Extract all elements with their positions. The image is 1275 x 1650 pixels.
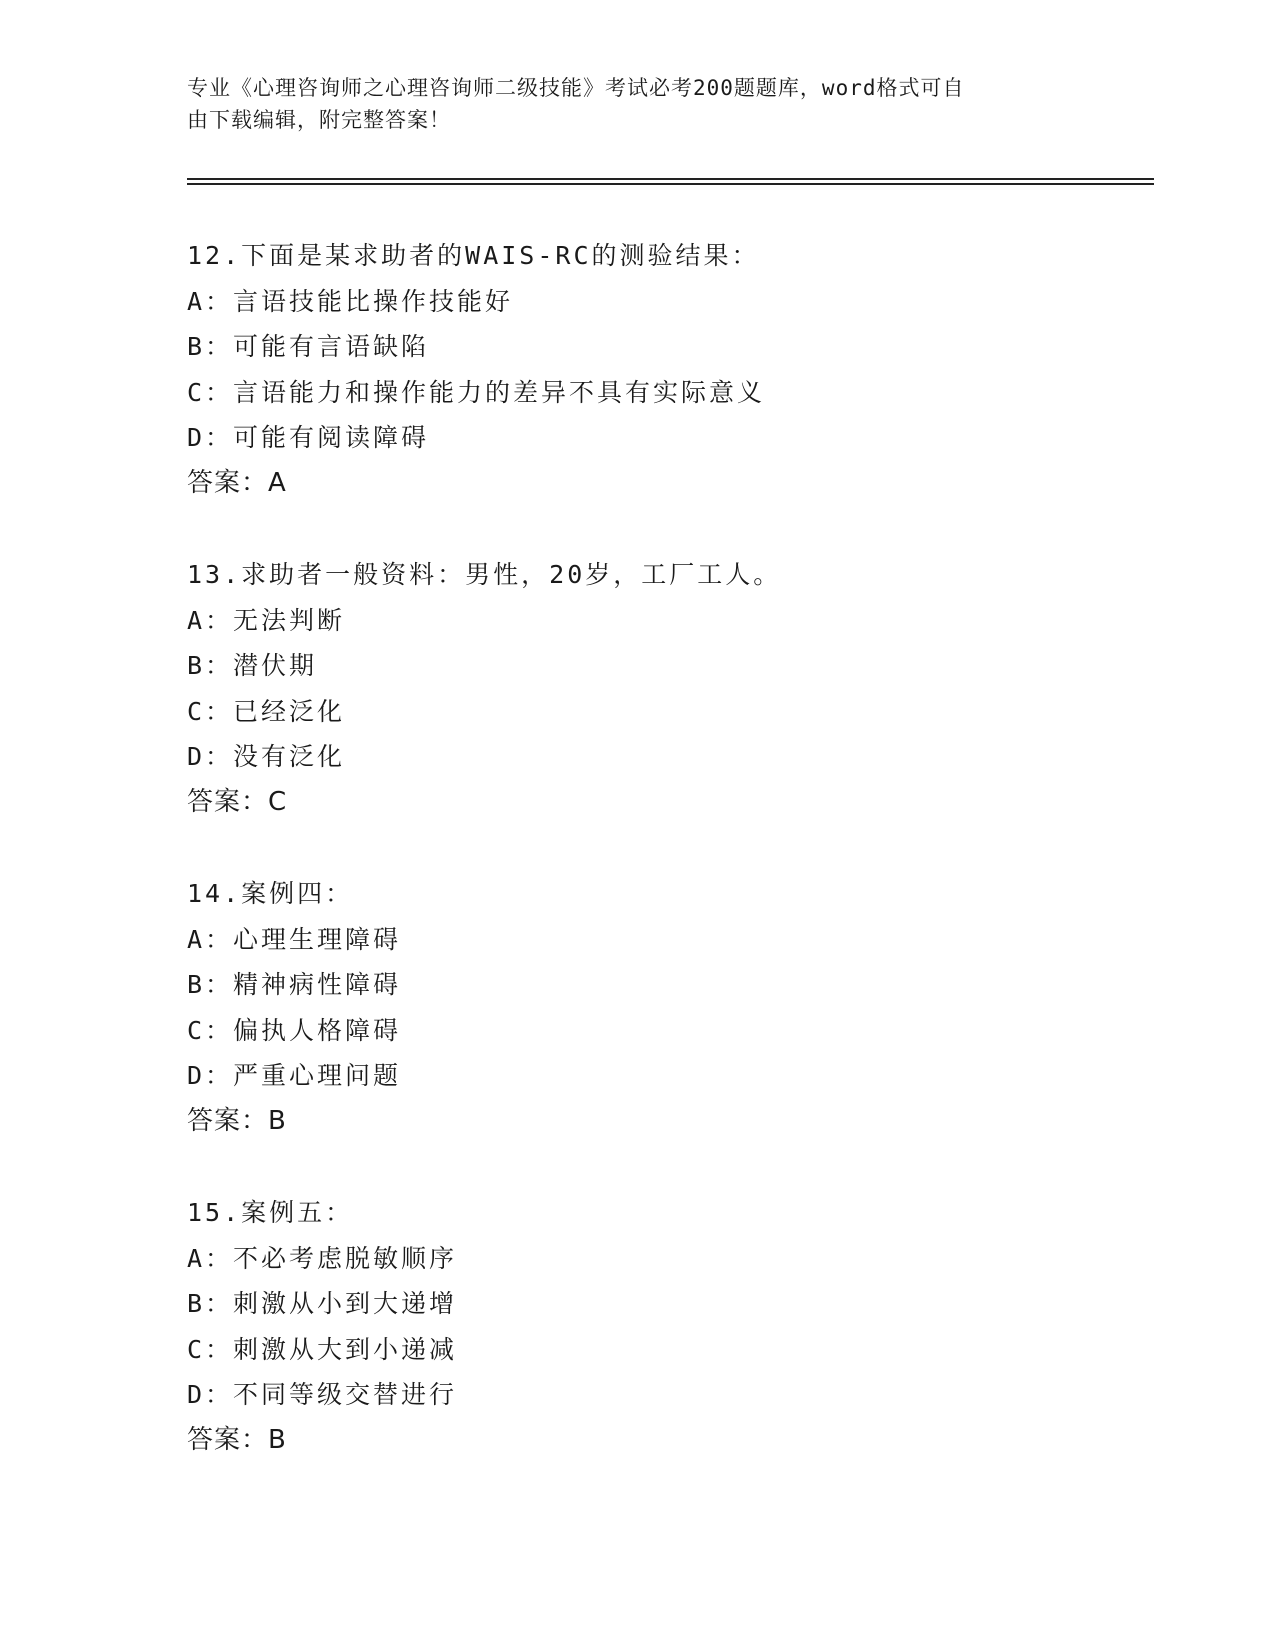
option-c: C：偏执人格障碍 xyxy=(187,1015,402,1045)
question-stem: 14.案例四： xyxy=(187,879,354,908)
question-stem: 15.案例五： xyxy=(187,1198,354,1227)
question-block-15 xyxy=(187,1190,1087,1463)
option-d: D：没有泛化 xyxy=(187,742,346,771)
option-b: B：可能有言语缺陷 xyxy=(187,332,430,361)
question-block-13 xyxy=(187,552,1087,825)
question-block-12 xyxy=(187,233,1087,506)
answer-text: 答案：A xyxy=(187,467,287,498)
question-stem: 13.求助者一般资料：男性，20岁，工厂工人。 xyxy=(187,560,782,589)
option-b: B：潜伏期 xyxy=(187,651,318,680)
option-c: C：已经泛化 xyxy=(187,696,346,726)
header-line-2: 由下载编辑，附完整答案！ xyxy=(187,108,451,132)
option-a: A：心理生理障碍 xyxy=(187,924,402,954)
option-a: A：无法判断 xyxy=(187,605,346,635)
answer-text: 答案：C xyxy=(187,786,288,817)
option-d: D：严重心理问题 xyxy=(187,1061,402,1090)
answer-text: 答案：B xyxy=(187,1424,287,1455)
option-b: B：刺激从小到大递增 xyxy=(187,1289,458,1318)
option-a: A：言语技能比操作技能好 xyxy=(187,286,514,316)
option-a: A：不必考虑脱敏顺序 xyxy=(187,1243,458,1273)
option-c: C：刺激从大到小递减 xyxy=(187,1334,458,1364)
answer-text: 答案：B xyxy=(187,1105,287,1136)
question-stem: 12.下面是某求助者的WAIS-RC的测验结果： xyxy=(187,241,760,270)
header-divider-bottom xyxy=(187,183,1154,185)
header-divider-top xyxy=(187,178,1154,180)
option-b: B：精神病性障碍 xyxy=(187,970,402,999)
header-line-1: 专业《心理咨询师之心理咨询师二级技能》考试必考200题题库，word格式可自 xyxy=(187,76,965,100)
document-header xyxy=(187,72,1067,136)
option-d: D：不同等级交替进行 xyxy=(187,1380,458,1409)
question-block-14 xyxy=(187,871,1087,1144)
option-c: C：言语能力和操作能力的差异不具有实际意义 xyxy=(187,377,766,407)
option-d: D：可能有阅读障碍 xyxy=(187,423,430,452)
